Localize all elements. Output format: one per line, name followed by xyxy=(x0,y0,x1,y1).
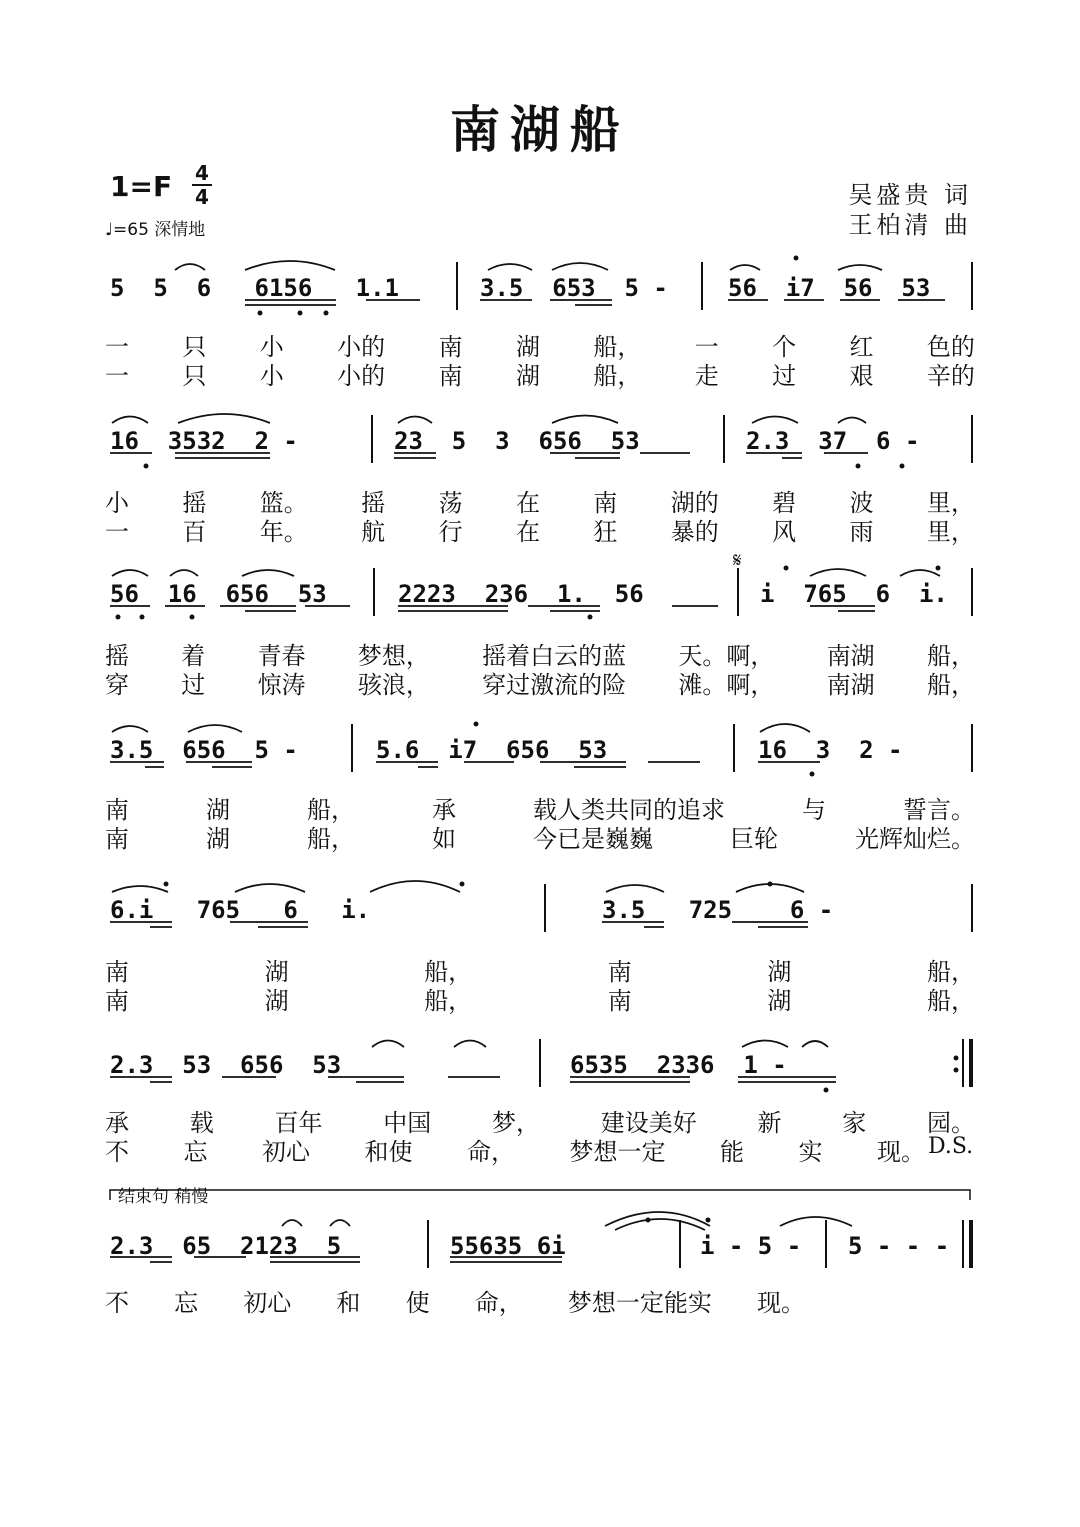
notes: i 765 6 i. xyxy=(760,580,948,608)
lyric-line-2-verse-1: 小 摇 篮。 摇 荡 在 南 湖的 碧 波 里， xyxy=(105,489,975,517)
notes: 23 5 3 656 53 xyxy=(394,427,640,455)
slur xyxy=(245,261,335,270)
notes: 6535 2336 1 - xyxy=(570,1051,787,1079)
segno-sign: 𝄋 xyxy=(733,548,742,572)
lyric-line-6-verse-1: 承 载 百年 中国 梦， 建设美好 新 家 园。 xyxy=(105,1109,975,1137)
slur xyxy=(112,886,168,892)
slur xyxy=(170,570,198,576)
notes: 16 3532 2 - xyxy=(110,427,298,455)
lyric-line-1-verse-1: 一 只 小 小的 南 湖 船， 一 个 红 色的 xyxy=(105,333,975,361)
song-title: 南湖船 xyxy=(450,100,630,159)
lyric-line-3-verse-1: 摇 着 青春 梦想， 摇着白云的蓝 天。啊， 南湖 船， xyxy=(105,642,975,670)
barlines xyxy=(110,262,972,1268)
slur xyxy=(282,1220,302,1226)
lyric-line-4-verse-1: 南 湖 船， 承 载人类共同的追求 与 誓言。 xyxy=(105,796,975,824)
slur xyxy=(802,1041,828,1047)
key-signature: 1=F xyxy=(110,170,173,203)
notes: i - 5 - xyxy=(700,1232,802,1260)
slur xyxy=(454,1041,486,1048)
slur xyxy=(838,265,882,270)
notes: 5.6 i7 656 53 xyxy=(376,736,608,764)
slur xyxy=(175,264,205,270)
notes: 6.i 765 6 i. xyxy=(110,896,371,924)
lyric-line-6-verse-2: 不 忘 初心 和使 命， 梦想一定 能 实 现。 xyxy=(105,1138,925,1166)
lyricist-credit: 吴盛贵 词 xyxy=(848,181,972,209)
slur xyxy=(552,416,618,424)
slur xyxy=(370,881,460,892)
ending-label: 结束句 稍慢 xyxy=(118,1187,209,1207)
notes: 55635 6i xyxy=(450,1232,566,1260)
notes: 3.5 725 6 - xyxy=(602,896,834,924)
notes: 5 - - - xyxy=(848,1232,950,1260)
slurs xyxy=(112,261,940,1230)
slur xyxy=(235,884,305,892)
slur xyxy=(900,570,940,576)
composer-credit: 王柏清 曲 xyxy=(848,211,972,239)
slur xyxy=(178,414,270,423)
slur xyxy=(752,417,798,424)
slur xyxy=(615,1219,705,1230)
tempo-marking: ♩=65 深情地 xyxy=(105,220,206,240)
notes: 56 i7 56 53 xyxy=(728,274,931,302)
notes: 5 5 6 6156 1.1 xyxy=(110,274,399,302)
slur xyxy=(838,418,866,424)
repeat-dots xyxy=(954,1056,959,1073)
slur xyxy=(760,724,810,732)
slur xyxy=(810,569,866,576)
slur xyxy=(112,726,148,732)
notes: 2.3 65 2123 5 xyxy=(110,1232,342,1260)
notes: 3.5 653 5 - xyxy=(480,274,668,302)
lyric-line-7: 不 忘 初心 和 使 命， 梦想一定能实 现。 xyxy=(105,1289,805,1317)
lyric-line-3-verse-2: 穿 过 惊涛 骇浪， 穿过激流的险 滩。啊， 南湖 船， xyxy=(105,671,975,699)
lyric-line-4-verse-2: 南 湖 船， 如 今已是巍巍 巨轮 光辉灿烂。 xyxy=(105,825,975,853)
time-signature-top: 4 xyxy=(195,161,209,185)
lyric-line-5-verse-2: 南 湖 船， 南 湖 船， xyxy=(105,987,975,1015)
notes: 16 3 2 - xyxy=(758,736,903,764)
slur xyxy=(742,1041,788,1048)
notes: 3.5 656 5 - xyxy=(110,736,298,764)
notes: 2223 236 1. 56 xyxy=(398,580,644,608)
slur xyxy=(188,725,242,732)
slur xyxy=(730,265,760,270)
ending-bracket xyxy=(110,1190,970,1200)
slur xyxy=(398,417,432,424)
lyric-line-1-verse-2: 一 只 小 小的 南 湖 船， 走 过 艰 辛的 xyxy=(105,362,975,390)
notes: 2.3 37 6 - xyxy=(746,427,920,455)
slur xyxy=(330,1220,350,1226)
slur xyxy=(488,264,532,270)
slur xyxy=(372,1041,404,1048)
slur xyxy=(552,263,608,270)
slur xyxy=(112,570,148,576)
duration-underlines xyxy=(110,300,945,1262)
slur xyxy=(606,885,664,892)
time-signature-bottom: 4 xyxy=(195,185,209,209)
lyric-line-2-verse-2: 一 百 年。 航 行 在 狂 暴的 风 雨 里， xyxy=(105,518,975,546)
slur xyxy=(780,1217,852,1226)
lyric-line-5-verse-1: 南 湖 船， 南 湖 船， xyxy=(105,958,975,986)
notes: 2.3 53 656 53 xyxy=(110,1051,342,1079)
dal-segno-marking: D.S. xyxy=(928,1134,974,1159)
notes: 56 16 656 53 xyxy=(110,580,327,608)
slur xyxy=(112,417,148,424)
slur xyxy=(242,570,294,576)
